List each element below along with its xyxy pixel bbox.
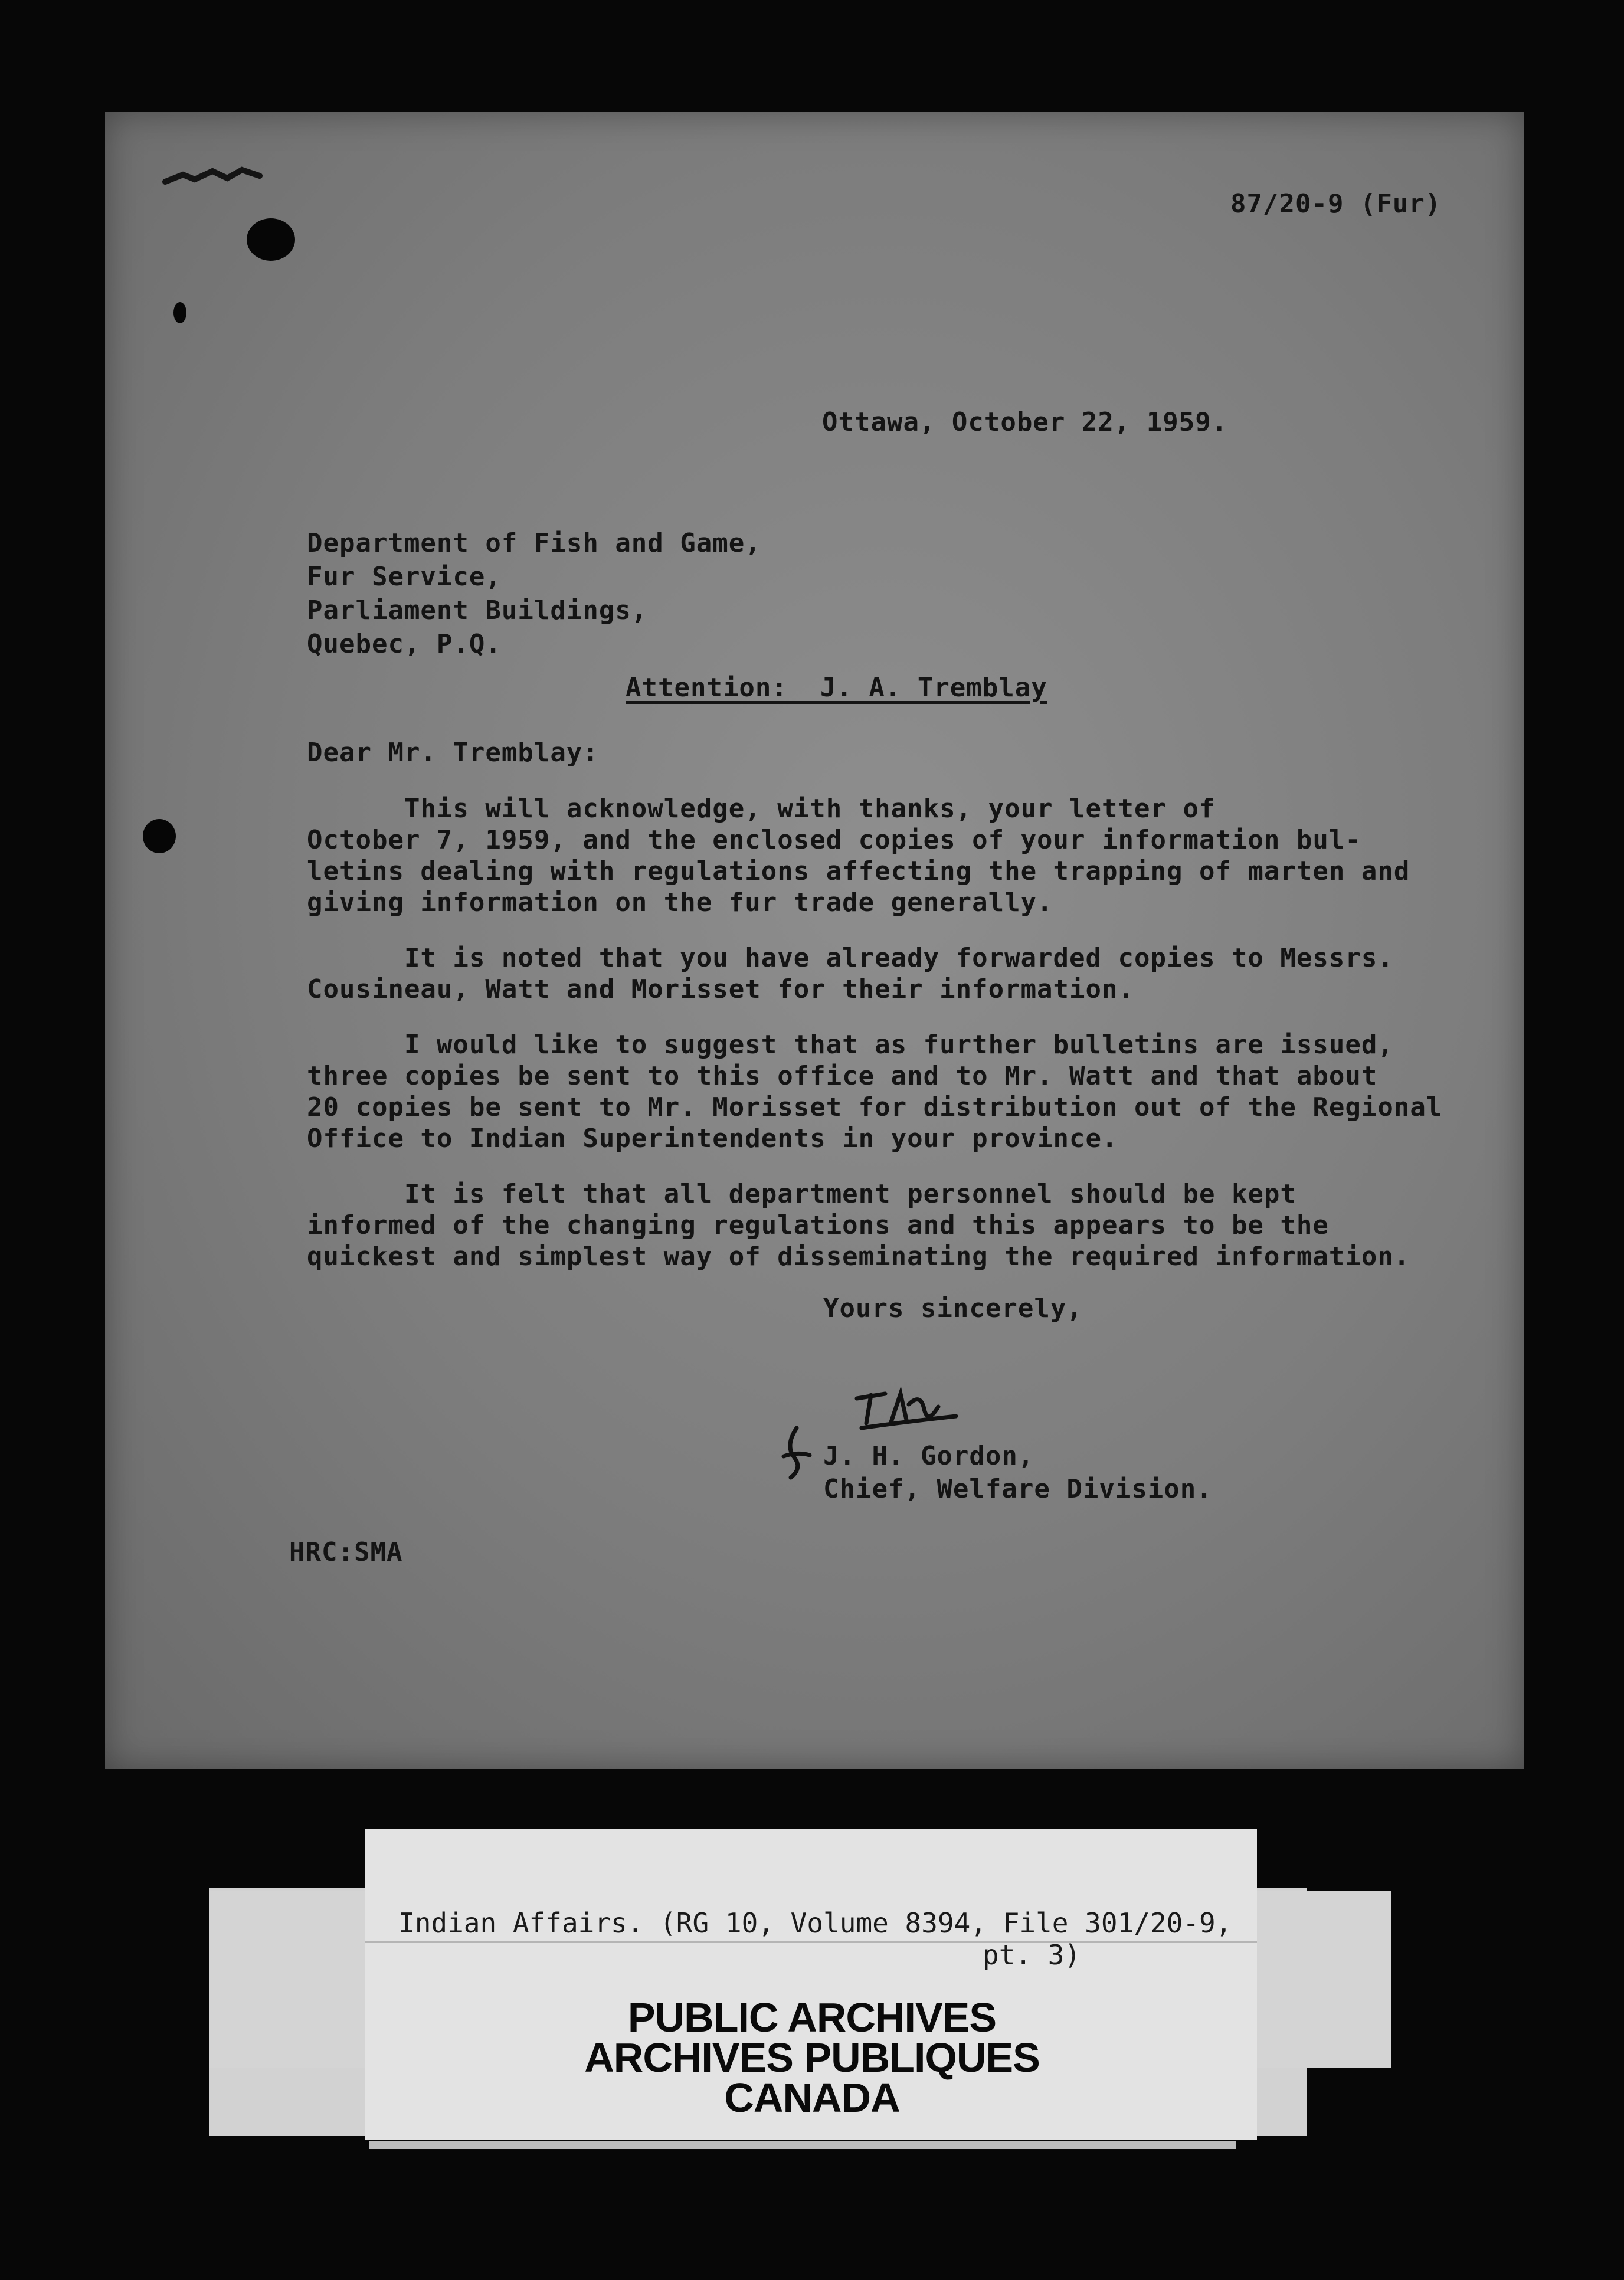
address-line: Parliament Buildings,: [307, 595, 648, 625]
paragraph-3-line: three copies be sent to this office and to Mr. Watt and that about: [307, 1061, 1378, 1091]
paragraph-4-line: informed of the changing regulations and this appears to be the: [307, 1210, 1329, 1240]
paragraph-3-line: 20 copies be sent to Mr. Morisset for distribution out of the Regional: [307, 1092, 1443, 1122]
citation-line: pt. 3): [983, 1939, 1081, 1971]
punch-hole-middle: [143, 819, 176, 853]
paragraph-3-line: Office to Indian Superintendents in your province.: [307, 1123, 1118, 1154]
paragraph-4-line: quickest and simplest way of disseminating the required information.: [307, 1241, 1410, 1272]
punch-hole-top: [247, 218, 295, 261]
paragraph-2-line: It is noted that you have already forwarded copies to Messrs.: [307, 943, 1394, 973]
address-line: Quebec, P.Q.: [307, 629, 502, 659]
archives-stamp-line: ARCHIVES PUBLIQUES: [584, 2035, 1040, 2081]
staple-mark-icon: [159, 158, 277, 199]
dateline: Ottawa, October 22, 1959.: [822, 407, 1228, 437]
file-reference: 87/20-9 (Fur): [1230, 189, 1442, 219]
attention-line: Attention: J. A. Tremblay: [626, 673, 1047, 703]
paragraph-4-line: It is felt that all department personnel should be kept: [307, 1179, 1296, 1209]
paragraph-3-line: I would like to suggest that as further bulletins are issued,: [307, 1030, 1394, 1060]
paragraph-2-line: Cousineau, Watt and Morisset for their information.: [307, 974, 1135, 1004]
handwritten-for-mark-icon: [773, 1422, 820, 1481]
paragraph-1-line: letins dealing with regulations affecting the trapping of marten and: [307, 856, 1410, 886]
handwritten-initials-icon: [850, 1381, 962, 1434]
paragraph-1-line: October 7, 1959, and the enclosed copies of your information bul-: [307, 825, 1361, 855]
letter-page: [105, 112, 1524, 1769]
card-bottom-strip: [369, 2141, 1236, 2149]
citation-line: Indian Affairs. (RG 10, Volume 8394, File 301/20-9,: [398, 1907, 1232, 1939]
paragraph-1-line: This will acknowledge, with thanks, your letter of: [307, 794, 1216, 824]
card-divider: [365, 1941, 1257, 1943]
archives-stamp-line: PUBLIC ARCHIVES: [627, 1994, 997, 2040]
signer-title: Chief, Welfare Division.: [823, 1474, 1213, 1504]
reference-initials: HRC:SMA: [289, 1537, 403, 1567]
address-line: Department of Fish and Game,: [307, 528, 761, 558]
archives-stamp-line: CANADA: [724, 2075, 900, 2121]
address-line: Fur Service,: [307, 562, 502, 592]
ink-speck: [173, 302, 186, 323]
signer-name: J. H. Gordon,: [823, 1441, 1034, 1471]
closing: Yours sincerely,: [823, 1293, 1083, 1324]
paragraph-1-line: giving information on the fur trade generally.: [307, 887, 1053, 918]
salutation: Dear Mr. Tremblay:: [307, 738, 599, 768]
